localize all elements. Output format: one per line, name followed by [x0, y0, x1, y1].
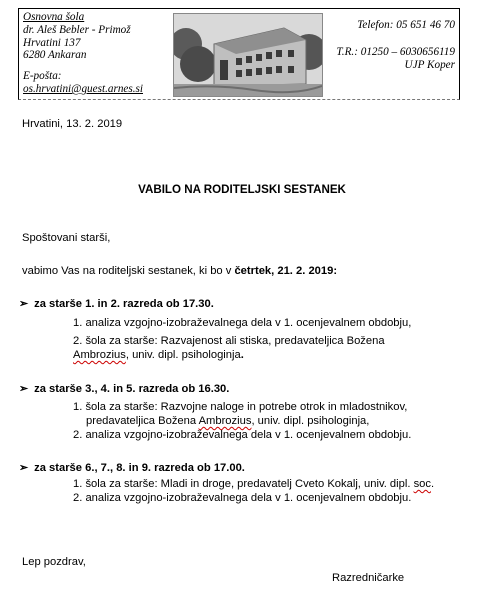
invite-text: vabimo Vas na roditeljski sestanek, ki bo v [22, 265, 235, 277]
surname-spellcheck: Ambrozius [198, 415, 252, 427]
group-2-item-1-cont: predavateljica Božena Ambrozius, univ. dipl. psihologinja, [86, 415, 370, 427]
school-name-line2: dr. Aleš Bebler - Primož [23, 23, 131, 36]
school-building-illustration [174, 14, 322, 96]
bank-account: T.R.: 01250 – 6030656119 [336, 46, 455, 58]
invite-sentence [22, 265, 337, 277]
group-2-heading [19, 382, 229, 395]
email-label: E-pošta: [23, 70, 62, 83]
group-2-heading-text: za starše 3., 4. in 5. razreda ob 16.30. [34, 383, 230, 395]
arrow-bullet-icon: ➢ [19, 462, 29, 474]
email-address[interactable]: os.hrvatini@guest.arnes.si [23, 82, 143, 95]
group-3-heading [19, 461, 245, 474]
letterhead [18, 8, 460, 100]
school-city: 6280 Ankaran [23, 49, 87, 62]
group-3-item-1: 1. šola za starše: Mladi in droge, predavatelj Cveto Kokalj, univ. dipl. soc. [73, 478, 435, 490]
meeting-date: četrtek, 21. 2. 2019: [234, 265, 338, 277]
arrow-bullet-icon: ➢ [19, 383, 29, 395]
place-date: Hrvatini, 13. 2. 2019 [22, 118, 123, 130]
group-1-heading [19, 297, 214, 310]
school-contact [336, 19, 455, 72]
school-name: Osnovna šola [23, 11, 85, 23]
school-street: Hrvatini 137 [23, 36, 81, 49]
treasury-office: UJP Koper [404, 59, 455, 71]
greeting: Spoštovani starši, [22, 232, 111, 244]
school-address [23, 11, 143, 96]
group-1-item-1: 1. analiza vzgojno-izobraževalnega dela v 1. ocenjevalnem obdobju, [73, 317, 412, 329]
group-1-item-2-cont: Ambrozius, univ. dipl. psihologinja. [73, 349, 244, 361]
group-3-item-2: 2. analiza vzgojno-izobraževalnega dela v 1. ocenjevalnem obdobju. [73, 492, 412, 504]
surname-spellcheck: Ambrozius [73, 349, 126, 361]
arrow-bullet-icon: ➢ [19, 298, 29, 310]
school-building-photo [173, 13, 323, 97]
phone-number: Telefon: 05 651 46 70 [357, 19, 455, 31]
group-1-item-2: 2. šola za starše: Razvajenost ali stiska, predavateljica Božena [73, 335, 385, 347]
signature: Razredničarke [332, 572, 405, 584]
group-2-item-2: 2. analiza vzgojno-izobraževalnega dela v 1. ocenjevalnem obdobju. [73, 429, 412, 441]
closing: Lep pozdrav, [22, 556, 86, 568]
letter-title: VABILO NA RODITELJSKI SESTANEK [138, 183, 346, 196]
group-2-item-1: 1. šola za starše: Razvojne naloge in potrebe otrok in mladostnikov, [73, 401, 408, 413]
group-3-heading-text: za starše 6., 7., 8. in 9. razreda ob 17.00. [34, 462, 245, 474]
group-1-heading-text: za starše 1. in 2. razreda ob 17.30. [34, 298, 214, 310]
abbrev-spellcheck: soc [413, 478, 431, 490]
